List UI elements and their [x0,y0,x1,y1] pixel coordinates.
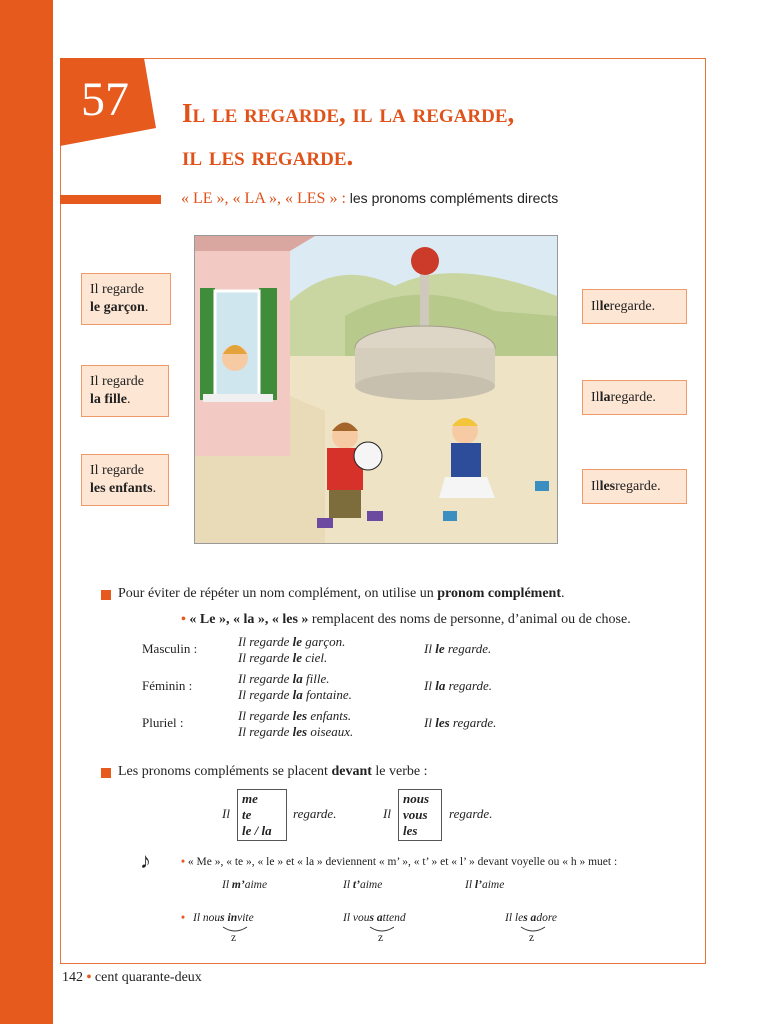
rule1-subpoint [181,612,631,628]
f-ex1-bold: la [292,671,303,686]
liaison-z-3: z [529,932,535,944]
label-right-1-pre: Il [591,298,600,314]
rule1-sub-dot: • [181,612,186,627]
elision-example-1 [222,879,267,891]
row-feminin-label: Féminin : [142,678,193,693]
rule1-bold: pronom complément [437,586,561,601]
label-left-2-line1: Il regarde [90,374,145,389]
side-color-band [0,0,53,1024]
p-ex1-post: enfants. [307,708,352,723]
label-right-1 [582,289,687,324]
row-pluriel-ex1 [238,708,353,724]
lesson-number: 57 [81,73,129,126]
elision-dot: • [181,856,186,868]
p-ex2-pre: Il regarde [238,724,293,739]
placement-il-2: Il [383,806,391,821]
pronoun-te: te [242,807,252,822]
row-pluriel-examples [238,708,353,740]
row-feminin-examples [238,671,352,703]
liaison-z-2: z [378,932,384,944]
rule2-main: Les pronoms compléments se placent [118,764,332,779]
pronoun-les: les [403,823,418,838]
label-right-3 [582,469,687,504]
row-feminin-ex2 [238,687,352,703]
title-line-1: Il le regarde, il la regarde, [182,98,515,128]
pronoun-nous: nous [403,791,430,806]
elision-text: « Me », « te », « le » et « la » deviennent « m’ », « t’ » et « l’ » devant voyelle ou « h » muet : [187,856,618,868]
p-ex2-post: oiseaux. [307,724,354,739]
li3-b: s a [523,912,537,924]
label-right-2-pre: Il [591,389,600,405]
li1-b: s in [220,912,238,924]
m-ex1-post: garçon. [302,634,346,649]
li2-a: Il vou [343,912,370,924]
f-ex1-pre: Il regarde [238,671,293,686]
m-ex2-pre: Il regarde [238,650,293,665]
lesson-title [182,92,514,178]
label-left-1-bold: le garçon [90,300,145,315]
label-right-1-bold: le [599,298,610,314]
lesson-number-badge [60,58,156,146]
rule2-bullet [101,768,111,778]
label-right-2 [582,380,687,415]
row-masculin-ex1 [238,634,345,650]
m-res-pre: Il [424,641,436,656]
row-feminin-result [424,678,492,694]
rule1-sub-bold: « Le », « la », « les » [189,612,309,627]
f-res-post: regarde. [445,678,493,693]
elision-example-3 [465,879,504,891]
el1-pre: Il [222,879,232,891]
rule2-bold: devant [331,764,372,779]
row-feminin-ex1 [238,671,352,687]
li3-c: dore [536,912,557,924]
f-ex2-pre: Il regarde [238,687,293,702]
liaison-example-2 [343,912,406,924]
el2-pre: Il [343,879,353,891]
music-note-icon: ♪ [140,848,151,873]
m-ex2-bold: le [292,650,303,665]
label-right-3-pre: Il [591,478,600,494]
el1-bold: m’ [231,879,245,891]
m-res-bold: le [435,641,445,656]
p-res-pre: Il [424,715,436,730]
placement-il-1: Il [222,806,230,821]
label-left-2 [81,365,169,417]
li1-a: Il nou [193,912,221,924]
label-right-2-post: regarde. [610,389,656,405]
footer-dot: • [86,970,92,985]
label-left-3 [81,454,169,506]
rule2-text [118,764,428,780]
rule1-end: . [561,586,565,601]
rule1-main: Pour éviter de répéter un nom complément, on utilise un [118,586,438,601]
li1-c: vite [237,912,254,924]
f-res-pre: Il [424,678,436,693]
label-left-2-line2 [90,391,160,409]
label-left-3-end: . [152,481,157,496]
f-res-bold: la [435,678,446,693]
liaison-z-1: z [231,932,237,944]
label-right-3-post: regarde. [615,478,661,494]
page-number-words: cent quarante-deux [94,970,202,985]
p-ex2-bold: les [292,724,308,739]
f-ex2-post: fontaine. [302,687,352,702]
label-right-2-bold: la [599,389,611,405]
illustration-children-playing [194,235,558,544]
label-right-1-post: regarde. [609,298,656,314]
rule1-text [118,586,565,602]
label-right-3-bold: les [599,478,616,494]
row-masculin-examples [238,634,345,666]
f-ex1-post: fille. [302,671,330,686]
el1-post: aime [244,879,268,891]
label-left-1-end: . [144,300,149,315]
label-left-3-line2 [90,480,160,498]
page-footer [62,970,202,986]
liaison-example-1 [193,912,254,924]
label-left-1-line2 [90,299,162,317]
elision-example-2 [343,879,382,891]
li2-c: ttend [382,912,406,924]
rule2-end: le verbe : [371,764,428,779]
m-res-post: regarde. [444,641,492,656]
pronoun-me: me [242,791,258,806]
title-line-2: il les regarde. [182,141,354,171]
subtitle-text: les pronoms compléments directs [349,190,559,206]
placement-verb-2: regarde. [449,806,493,821]
placement-verb-1: regarde. [293,806,337,821]
row-pluriel-ex2 [238,724,353,740]
p-res-post: regarde. [449,715,497,730]
row-masculin-label: Masculin : [142,641,198,656]
row-pluriel-result [424,715,496,731]
rule1-sub-text: remplacent des noms de personne, d’animal ou de chose. [308,612,631,627]
el3-bold: l’ [474,879,482,891]
el3-post: aime [481,879,505,891]
liaison-example-3 [505,912,557,924]
label-left-3-line1: Il regarde [90,463,145,478]
row-pluriel-label: Pluriel : [142,715,184,730]
label-left-1-line1: Il regarde [90,282,145,297]
m-ex1-pre: Il regarde [238,634,293,649]
pronoun-vous: vous [403,807,428,822]
label-left-3-bold: les enfants [90,481,153,496]
label-left-2-bold: la fille [90,392,127,407]
li2-b: s a [369,912,383,924]
el3-pre: Il [465,879,475,891]
el2-post: aime [359,879,383,891]
row-masculin-ex2 [238,650,345,666]
label-left-2-end: . [126,392,131,407]
pronoun-le-la: le / la [242,823,272,838]
liaison-dot [181,912,185,924]
rule1-bullet [101,590,111,600]
m-ex2-post: ciel. [302,650,328,665]
p-ex1-pre: Il regarde [238,708,293,723]
el2-bold: t’ [352,879,360,891]
li3-a: Il le [505,912,524,924]
elision-note [181,856,617,868]
pronoun-box-singular [237,789,287,841]
row-masculin-result [424,641,491,657]
lesson-subtitle [181,190,558,208]
page-number: 142 [62,970,83,985]
label-left-1 [81,273,171,325]
subtitle-highlight: « LE », « LA », « LES » : [181,190,346,207]
f-ex2-bold: la [292,687,303,702]
p-ex1-bold: les [292,708,308,723]
p-res-bold: les [435,715,450,730]
liaison-dot-mark: • [181,912,186,924]
subtitle-bar [60,195,161,204]
pronoun-box-plural [398,789,442,841]
m-ex1-bold: le [292,634,303,649]
